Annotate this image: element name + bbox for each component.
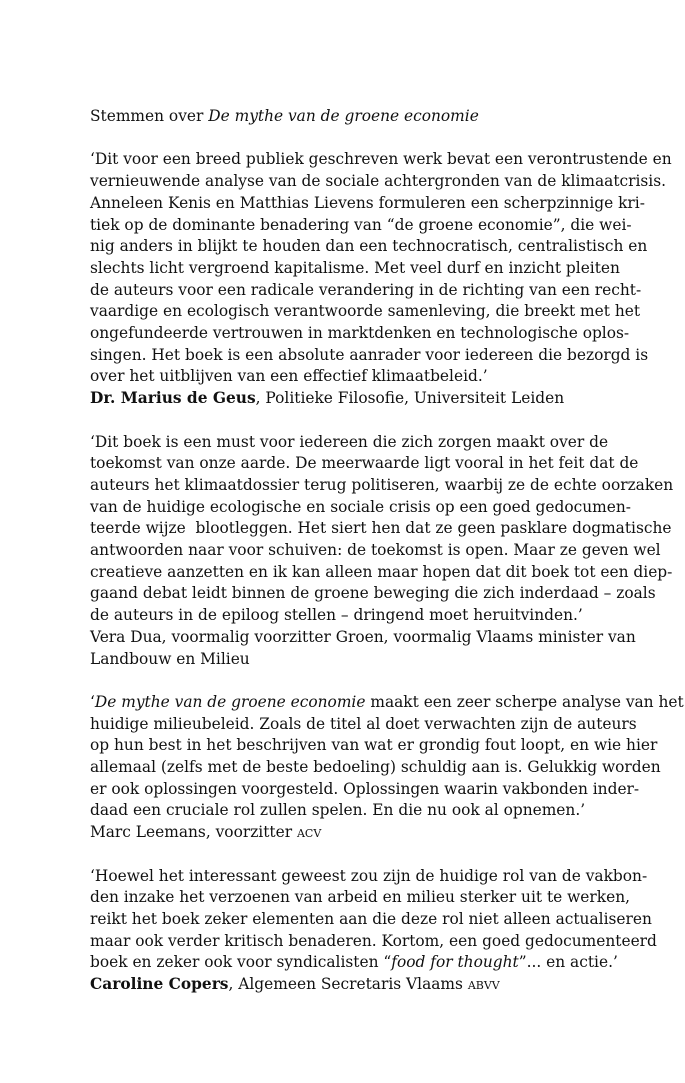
quote-line: creatieve aanzetten en ik kan alleen maar hopen dat dit boek tot een diep- [90,562,673,581]
review-quote-copers [90,866,657,996]
quote-line: nig anders in blijkt te houden dan een technocratisch, centralistisch en [90,237,648,256]
quote-italic-phrase: food for thought [391,953,519,972]
quote-line: ongefundeerde vertrouwen in marktdenken en technologische oplos- [90,324,630,343]
quote-line: de auteurs voor een radicale verandering in de richting van een recht- [90,280,642,299]
reviewer-affiliation: , Algemeen Secretaris Vlaams [228,975,468,994]
quote-line: auteurs het klimaatdossier terug politiseren, waarbij ze de echte oorzaken [90,475,674,494]
organization-abbr: acv [296,823,322,842]
quote-line: gaand debat leidt binnen de groene beweging die zich inderdaad – zoals [90,584,656,603]
reviewer-name: Marc Leemans [90,823,206,842]
quote-line: tiek op de dominante benadering van “de groene economie”, die wei- [90,215,632,234]
quote-line: op hun best in het beschrijven van wat er grondig fout loopt, en wie hier [90,736,658,755]
quote-line: teerde wijze blootleggen. Het siert hen dat ze geen pasklare dogmatische [90,519,672,538]
quote-line: vernieuwende analyse van de sociale achtergronden van de klimaatcrisis. [90,172,667,191]
quote-line: den inzake het verzoenen van arbeid en milieu sterker uit te werken, [90,888,631,907]
quote-line: allemaal (zelfs met de beste bedoeling) schuldig aan is. Gelukkig worden [90,758,661,777]
quote-attribution [90,822,600,844]
quote-line: antwoorden naar voor schuiven: de toekomst is open. Maar ze geven wel [90,541,661,560]
quote-text: ”... en actie.’ [518,953,618,972]
quote-attribution: Landbouw en Milieu [90,649,250,668]
quote-text: boek en zeker ook voor syndicalisten “ [90,953,392,972]
quote-line: ‘Dit boek is een must voor iedereen die zich zorgen maakt over de [90,432,609,451]
quote-line: over het uitblijven van een effectief klimaatbeleid.’ [90,367,488,386]
book-page [90,106,684,996]
quote-attribution [90,388,600,410]
quote-attribution [90,974,600,996]
quote-line: daad een cruciale rol zullen spelen. En die nu ook al opnemen.’ [90,801,586,820]
quote-line [90,952,618,974]
quote-line: vaardige en ecologisch verantwoorde samenleving, die breekt met het [90,302,641,321]
quote-line: slechts licht vergroend kapitalisme. Met veel durf en inzicht pleiten [90,258,620,277]
quote-line: ‘Dit voor een breed publiek geschreven werk bevat een verontrustende en [90,150,672,169]
quote-line: de auteurs in de epiloog stellen – dringend moet heruitvinden.’ [90,606,583,625]
page-heading [90,106,600,128]
quote-line [90,692,684,714]
open-quote-mark: ‘ [90,692,95,711]
reviewer-affiliation: , voorzitter [205,823,297,842]
quote-text: maakt een zeer scherpe analyse van het [365,692,684,711]
quote-line: singen. Het boek is een absolute aanrader voor iedereen die bezorgd is [90,345,649,364]
quote-line: maar ook verder kritisch benaderen. Kortom, een goed gedocumenteerd [90,931,657,950]
quote-line: toekomst van onze aarde. De meerwaarde ligt vooral in het feit dat de [90,454,639,473]
organization-abbr: abvv [467,975,500,994]
quote-line: Anneleen Kenis en Matthias Lievens formuleren een scherpzinnige kri- [90,193,645,212]
quote-line: van de huidige ecologische en sociale crisis op een goed gedocumen- [90,497,631,516]
quote-line: er ook oplossingen voorgesteld. Oplossingen waarin vakbonden inder- [90,779,640,798]
quote-line: huidige milieubeleid. Zoals de titel al doet verwachten zijn de auteurs [90,714,637,733]
reviewer-name: Caroline Copers [90,975,229,994]
reviewer-name: Dr. Marius de Geus [90,389,256,408]
reviewer-affiliation: , Politieke Filosofie, Universiteit Leiden [255,389,565,408]
heading-prefix: Stemmen over [90,107,209,125]
quote-line: reikt het boek zeker elementen aan die deze rol niet alleen actualiseren [90,909,652,928]
quote-line: ‘Hoewel het interessant geweest zou zijn de huidige rol van de vakbon- [90,866,648,885]
book-title: De mythe van de groene economie [208,107,479,125]
quote-attribution: Vera Dua, voormalig voorzitter Groen, voormalig Vlaams minister van [90,627,636,646]
review-quote-leemans [90,692,684,844]
review-quote-dua [90,432,674,671]
book-title-inline: De mythe van de groene economie [94,692,366,711]
review-quote-geus [90,149,672,409]
